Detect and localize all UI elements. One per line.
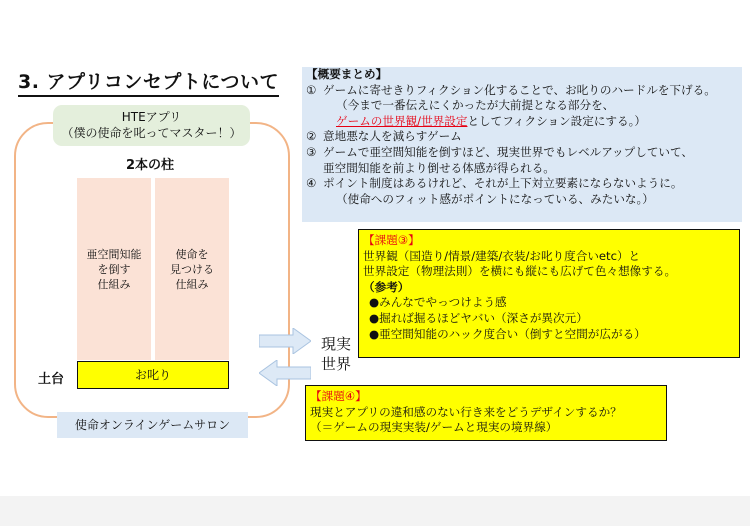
item-text: ポイント制度はあるけれど、それが上下対立要素にならないように。 [323,176,683,191]
pillar-left-line1: 亜空間知能 [86,247,142,261]
pillars-label: 2本の柱 [125,158,175,173]
issue-3-box [358,229,740,358]
salon-box: 使命オンラインゲームサロン [57,412,248,438]
real-world-line2: 世界 [321,355,352,373]
issue-4-line1: 現実とアプリの違和感のない行き来をどうデザインするか？ [310,404,622,419]
summary-box [302,67,742,222]
item-number: ④ [306,176,317,191]
item-number: ③ [306,144,317,159]
issue-3-bullet: ●掘れば掘るほどヤバい（深さが異次元） [369,310,588,325]
summary-heading: 【概要まとめ】 [306,67,388,81]
app-box [53,105,250,146]
arrow-right-icon [259,328,311,354]
summary-item-1-sub1: （今まで一番伝えにくかったが大前提となる部分を、 [336,98,615,113]
item-text: ゲームで亜空間知能を倒すほど、現実世界でもレベルアップしていて、 [323,144,693,159]
foundation-label: 土台 [38,372,65,387]
item-text-rest: としてフィクション設定にする。） [467,113,646,128]
issue-3-bullet: ●みんなでやっつけよう感 [369,295,507,310]
summary-item-1-sub2 [306,114,742,130]
pillar-defeat-subspace-intelligence [77,178,151,360]
summary-item-1 [306,83,742,99]
summary-item-4-sub: （使命へのフィット感がポイントになっている、みたいな。） [336,191,654,206]
app-name: HTEアプリ [121,110,182,124]
pillar-left-line2: を倒す [97,262,131,276]
viewer-bottom-bar [0,496,750,526]
real-world-line1: 現実 [321,335,352,353]
summary-item-3-cont: 亜空間知能を前より倒せる体感が得られる。 [323,160,555,175]
item-number: ① [306,82,317,97]
highlight-world-setting: ゲームの世界観/世界設定 [336,113,468,128]
issue-4-line2: （＝ゲームの現実実装/ゲームと現実の境界線） [310,420,558,435]
pillar-right-line1: 使命を [175,247,209,261]
viewer-top-bar [0,0,750,30]
issue-3-line1: 世界観（国造り/情景/建築/衣装/お叱り度合いetc）と [363,248,641,263]
issue-3-line2: 世界設定（物理法則）を横にも縦にも広げて色々想像する。 [363,264,677,279]
summary-item-4 [306,176,742,192]
issue-3-heading: 【課題③】 [363,233,420,247]
arrow-left-icon [259,360,311,386]
summary-item-2 [306,129,742,145]
pillar-left-line3: 仕組み [97,277,131,291]
page-title: 3. アプリコンセプトについて [18,67,279,97]
issue-3-reference: （参考） [363,279,410,294]
app-tagline: （僕の使命を叱ってマスター！） [61,126,242,140]
item-number: ② [306,129,317,144]
issue-4-box [305,385,667,441]
pillar-right-line3: 仕組み [175,277,209,291]
item-text: 意地悪な人を減らすゲーム [323,129,462,144]
item-text: ゲームに寄せきりフィクション化することで、お叱りのハードルを下げる。 [323,82,716,97]
issue-3-bullet: ●亜空間知能のハック度合い（倒すと空間が広がる） [369,326,646,341]
real-world-label [321,334,351,374]
foundation-box: お叱り [77,361,229,389]
issue-4-heading: 【課題④】 [310,389,367,403]
summary-item-3 [306,145,742,161]
pillar-find-mission [155,178,229,360]
pillar-right-line2: 見つける [170,262,214,276]
